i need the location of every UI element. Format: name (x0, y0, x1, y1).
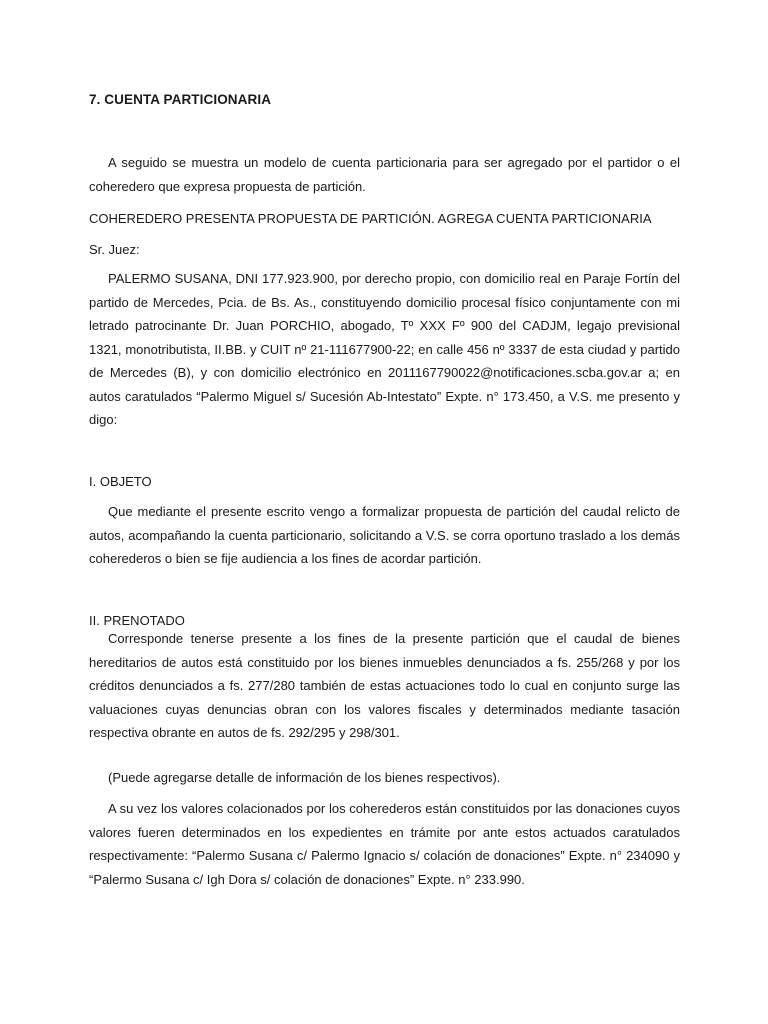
section-colacion (89, 797, 680, 891)
section-objeto-paragraph: Que mediante el presente escrito vengo a formalizar propuesta de partición del caudal relicto de autos, acompañando la cuenta particionario, solicitando a V.S. se corra oportuno traslado a los demás coherederos o bien se fije audiencia a los fines de acordar partición. (89, 504, 680, 566)
section-prenotado-note-wrap (89, 766, 680, 790)
section-colacion-paragraph: A su vez los valores colacionados por los coherederos están constituidos por las donaciones cuyos valores fueren determinados en los expedientes en trámite por ante estos actuados caratulados respectivamente: “Palermo Susana c/ Palermo Ignacio s/ colación de donaciones” Expte. n° 234090 y “Palermo Susana c/ Igh Dora s/ colación de donaciones” Expte. n° 233.990. (89, 801, 680, 887)
presentation-paragraph: PALERMO SUSANA, DNI 177.923.900, por derecho propio, con domicilio real en Paraje Fortín del partido de Mercedes, Pcia. de Bs. As., constituyendo domicilio procesal físico conjuntamente con mi letrado patrocinante Dr. Juan PORCHIO, abogado, Tº XXX Fº 900 del CADJM, legajo previsional 1321, monotributista, II.BB. y CUIT nº 21-111677900-22; en calle 456 nº 3337 de esta ciudad y partido de Mercedes (B), y con domicilio electrónico en 2011167790022@notificaciones.scba.gov.ar a; en autos caratulados “Palermo Miguel s/ Sucesión Ab-Intestato” Expte. n° 173.450, a V.S. me presento y digo: (89, 271, 680, 427)
filing-subheading-section (89, 207, 680, 231)
section-prenotado-note: (Puede agregarse detalle de información de los bienes respectivos). (108, 770, 501, 785)
filing-subheading: COHEREDERO PRESENTA PROPUESTA DE PARTICIÓN. AGREGA CUENTA PARTICIONARIA (89, 211, 652, 226)
section-objeto (89, 500, 680, 571)
section-objeto-heading: I. OBJETO (89, 474, 152, 489)
document-title: 7. CUENTA PARTICIONARIA (89, 92, 272, 107)
presentation-section (89, 267, 680, 432)
section-prenotado (89, 627, 680, 745)
section-prenotado-heading: II. PRENOTADO (89, 613, 185, 628)
section-objeto-heading-wrap (89, 472, 680, 492)
salutation-section (89, 238, 680, 262)
section-prenotado-paragraph: Corresponde tenerse presente a los fines de la presente partición que el caudal de bienes hereditarios de autos está constituido por los bienes inmuebles denunciados a fs. 255/268 y por los créditos denunciados a fs. 277/280 también de estas actuaciones todo lo cual en conjunto surge las valuaciones cuyas denuncias obran con los valores fiscales y determinados mediante tasación respectiva obrante en autos de fs. 292/295 y 298/301. (89, 631, 680, 740)
intro-section (89, 151, 680, 198)
intro-paragraph: A seguido se muestra un modelo de cuenta particionaria para ser agregado por el partidor o el coheredero que expresa propuesta de partición. (89, 155, 680, 194)
salutation: Sr. Juez: (89, 242, 140, 257)
